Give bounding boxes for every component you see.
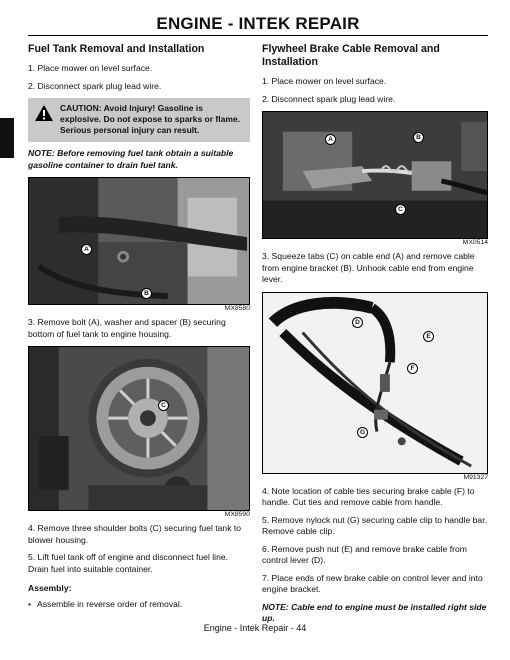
brake-step-7: 7. Place ends of new brake cable on control lever and into engine bracket. [262,572,483,594]
brake-step-4: 4. Note location of cable ties securing brake cable (F) to handle. Cut ties and remove cable from handle. [262,485,475,507]
figure-id-mx8580: MX8580 [224,305,250,312]
fuel-step-5: 5. Lift fuel tank off of engine and disconnect fuel line. Drain fuel into suitable container. [28,552,229,574]
fuel-step-2: 2. Disconnect spark plug lead wire. [28,80,162,91]
figure-id-mx8590: MX8590 [224,511,250,518]
callout-b: B [413,132,424,143]
callout-a: A [81,244,92,255]
brake-step-6: 6. Remove push nut (E) and remove brake cable from control lever (D). [262,543,467,565]
callout-d: D [352,317,363,328]
photo-brake-cable-bracket [263,112,487,238]
blower-housing-photo [28,346,250,511]
fuel-step-4: 4. Remove three shoulder bolts (C) securing fuel tank to blower housing. [28,523,242,545]
handle-control-photo [262,292,488,474]
caution-box [28,98,250,142]
callout-b: B [141,288,152,299]
caution-text: CAUTION: Avoid Injury! Gasoline is explosive. Do not expose to sparks or flame. Serious personal injury can result. [60,103,240,135]
fuel-tank-section-title: Fuel Tank Removal and Installation [28,43,205,55]
fuel-step-1: 1. Place mower on level surface. [28,63,153,73]
callout-g: G [357,427,368,438]
callout-a: A [325,134,336,145]
brake-cable-section-title: Flywheel Brake Cable Removal and Installation [262,43,440,68]
assembly-item: • Assemble in reverse order of removal. [28,599,250,611]
brake-note: NOTE: Cable end to engine must be installed right side up. [262,601,487,623]
fuel-tank-bolt-photo [28,177,250,305]
page-footer: Engine - Intek Repair - 44 [203,623,307,633]
figure-id-m91327: M91327 [463,473,488,481]
fuel-note: NOTE: Before removing fuel tank obtain a suitable gasoline container to drain fuel tank. [28,148,234,170]
brake-step-3: 3. Squeeze tabs (C) on cable end (A) and remove cable from engine bracket (B). Unhook cable end from engine lever. [262,251,475,284]
left-column [28,40,250,616]
right-column [262,40,488,631]
callout-c: C [395,204,406,215]
photo-fuel-tank-underside [29,178,249,304]
warning-triangle-icon [34,104,54,122]
fuel-step-3: 3. Remove bolt (A), washer and spacer (B) securing bottom of fuel tank to engine housing. [28,317,226,339]
page-title: ENGINE - INTEK REPAIR [156,14,360,33]
brake-step-2: 2. Disconnect spark plug lead wire. [262,93,396,104]
assembly-heading: Assembly: [28,583,72,593]
photo-blower-housing [29,347,249,510]
brake-step-5: 5. Remove nylock nut (G) securing cable clip to handle bar. Remove cable clip. [262,514,487,536]
header-rule [28,35,488,36]
photo-handle-brake-cable [263,293,487,473]
section-tab-marker [0,118,14,158]
figure-id-mx0514: MX0514 [462,239,488,246]
brake-step-1: 1. Place mower on level surface. [262,76,387,86]
engine-bracket-photo [262,111,488,239]
callout-e: E [423,331,434,342]
callout-f: F [407,363,418,374]
callout-c: C [158,400,169,411]
